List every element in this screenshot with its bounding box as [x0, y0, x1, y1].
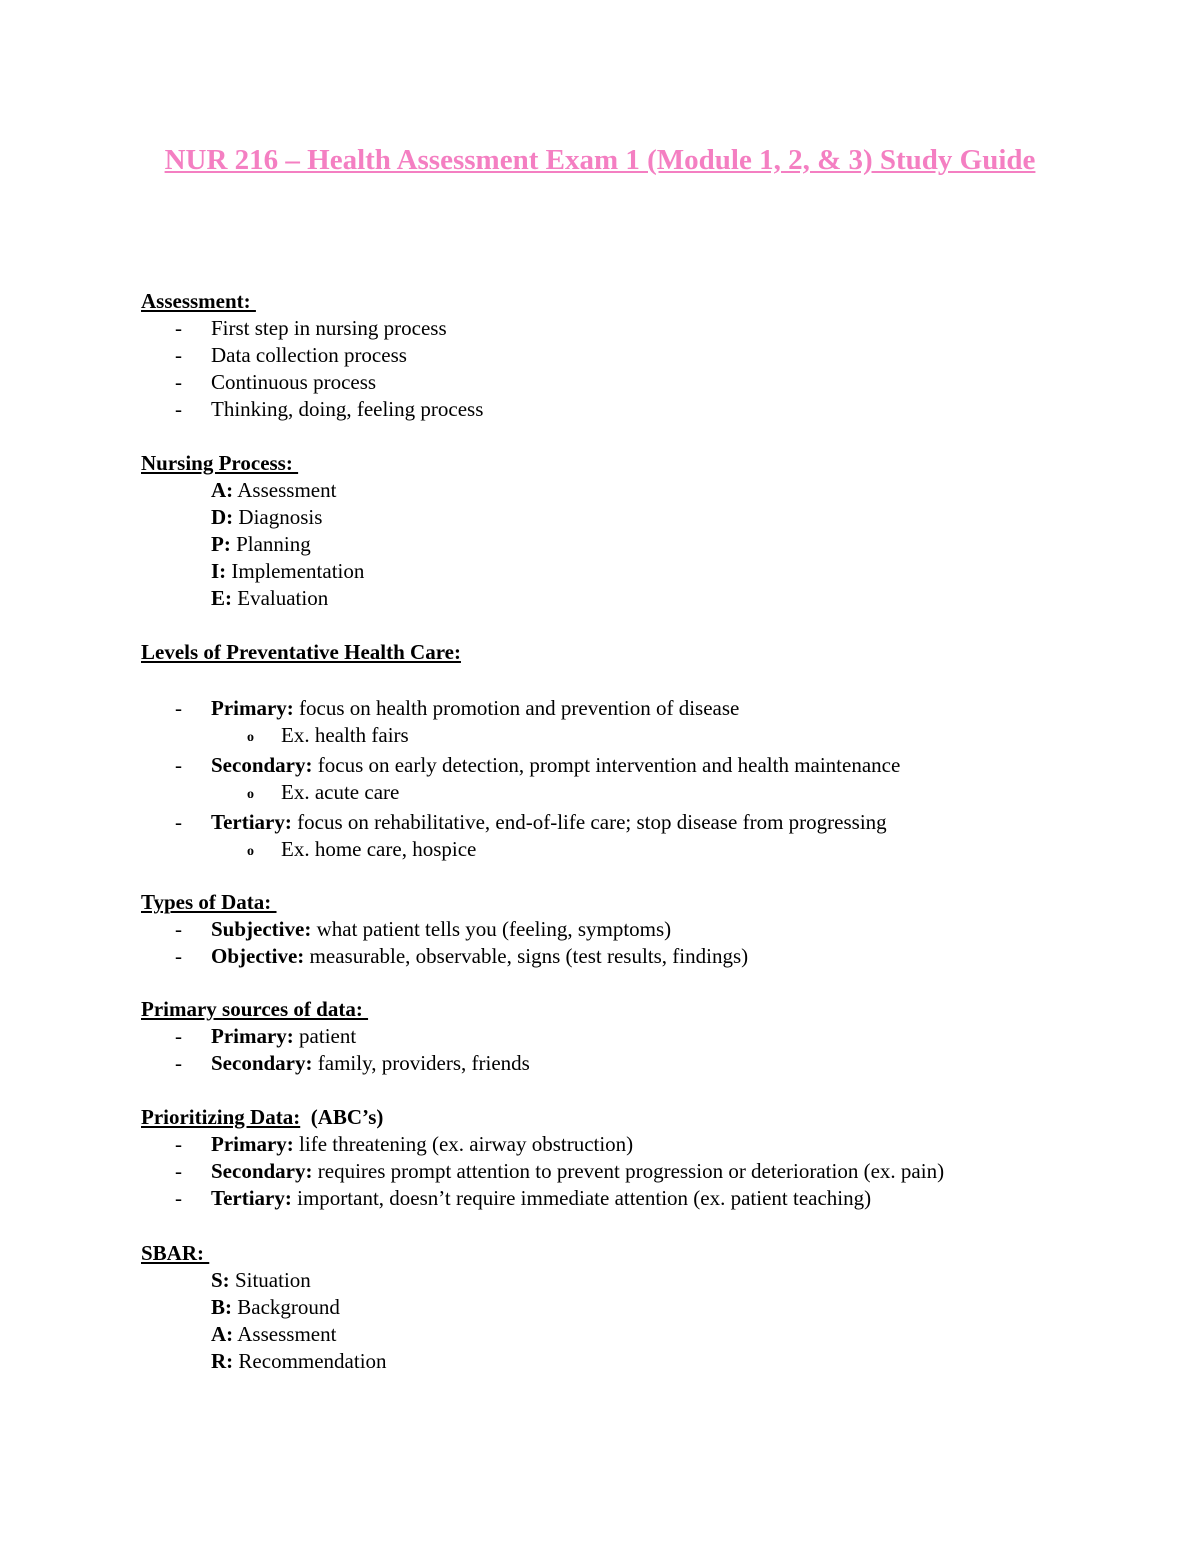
item-value: Diagnosis: [233, 505, 323, 529]
item-value: Implementation: [226, 559, 365, 583]
item-key: A:: [211, 1322, 234, 1346]
dash-icon: -: [175, 316, 182, 340]
list-item: [141, 531, 311, 558]
dash-icon: -: [175, 753, 182, 777]
list-item: [141, 1185, 872, 1212]
section-levels: [141, 639, 901, 863]
list-item-text: [211, 1023, 356, 1050]
list-item-text: [211, 916, 671, 943]
list-item-text: Data collection process: [211, 343, 407, 367]
list-item-text: [211, 585, 328, 612]
item-value: focus on early detection, prompt intervention and health maintenance: [312, 753, 901, 777]
dash-icon: -: [175, 1186, 182, 1210]
item-key: Tertiary:: [211, 1186, 292, 1210]
section-heading: Nursing Process:: [141, 451, 299, 475]
section-sources: [141, 996, 530, 1077]
list-item: [141, 1023, 368, 1050]
list-item: [141, 342, 407, 369]
list-item: [141, 1294, 340, 1321]
list-item: [141, 585, 329, 612]
list-item-text: Continuous process: [211, 370, 377, 394]
list-item-text: [211, 809, 887, 836]
item-key: B:: [211, 1295, 232, 1319]
sub-item-text: Ex. home care, hospice: [281, 837, 477, 861]
section-heading: Assessment:: [141, 289, 256, 313]
list-item: [141, 558, 365, 585]
dash-icon: -: [175, 370, 182, 394]
list-item: [141, 752, 901, 779]
item-key: R:: [211, 1349, 234, 1373]
list-item-text: First step in nursing process: [211, 316, 447, 340]
list-item-text: [211, 504, 322, 531]
item-key: A:: [211, 478, 234, 502]
item-value: patient: [293, 1024, 357, 1048]
section-assessment: [141, 288, 484, 423]
item-key: Secondary:: [211, 1159, 313, 1183]
list-item-text: [211, 1185, 871, 1212]
item-key: E:: [211, 586, 232, 610]
item-key: S:: [211, 1268, 230, 1292]
list-item: [141, 1131, 634, 1158]
list-item-text: Thinking, doing, feeling process: [211, 397, 484, 421]
dash-icon: -: [175, 1159, 182, 1183]
list-item: [141, 315, 447, 342]
list-item-text: [211, 695, 739, 722]
dash-icon: -: [175, 944, 182, 968]
dash-icon: -: [175, 696, 182, 720]
list-item: [141, 369, 377, 396]
circle-bullet-icon: o: [247, 787, 254, 802]
item-value: Planning: [230, 532, 311, 556]
list-item: [141, 396, 484, 423]
section-heading: Types of Data:: [141, 890, 277, 914]
list-item-text: [211, 1050, 530, 1077]
heading-note: (ABC’s): [300, 1105, 384, 1129]
list-item-text: [211, 1267, 311, 1294]
circle-bullet-icon: o: [247, 730, 254, 745]
section-heading: Primary sources of data:: [141, 997, 369, 1021]
item-value: Assessment: [233, 1322, 337, 1346]
item-key: D:: [211, 505, 234, 529]
circle-bullet-icon: o: [247, 844, 254, 859]
dash-icon: -: [175, 1132, 182, 1156]
section-prioritizing: [141, 1104, 945, 1212]
section-heading: Prioritizing Data:: [141, 1105, 301, 1129]
item-value: Assessment: [233, 478, 337, 502]
item-value: focus on health promotion and prevention of disease: [293, 696, 740, 720]
list-item: [141, 809, 887, 836]
item-key: Tertiary:: [211, 810, 292, 834]
sub-item-text: Ex. health fairs: [281, 723, 409, 747]
list-item: [141, 1267, 311, 1294]
item-key: Secondary:: [211, 1051, 313, 1075]
sub-list-item: [141, 722, 461, 749]
dash-icon: -: [175, 810, 182, 834]
list-item-text: [211, 477, 336, 504]
section-heading: Levels of Preventative Health Care:: [141, 640, 461, 664]
dash-icon: -: [175, 1051, 182, 1075]
sub-list-item: [141, 779, 461, 806]
dash-icon: -: [175, 917, 182, 941]
item-key: P:: [211, 532, 231, 556]
list-item: [141, 1321, 337, 1348]
item-value: what patient tells you (feeling, symptoms): [311, 917, 672, 941]
section-heading: SBAR:: [141, 1241, 210, 1265]
page-title: NUR 216 – Health Assessment Exam 1 (Module 1, 2, & 3) Study Guide: [164, 144, 1036, 176]
item-value: Evaluation: [232, 586, 329, 610]
item-key: Primary:: [211, 1024, 294, 1048]
list-item-text: [211, 558, 364, 585]
sub-list-item: [141, 836, 477, 863]
item-key: I:: [211, 559, 227, 583]
list-item-text: [211, 1131, 633, 1158]
list-item: [141, 1050, 530, 1077]
item-value: important, doesn’t require immediate attention (ex. patient teaching): [291, 1186, 872, 1210]
section-sbar: [141, 1240, 387, 1375]
item-key: Primary:: [211, 1132, 294, 1156]
item-value: life threatening (ex. airway obstruction): [293, 1132, 634, 1156]
list-item: [141, 943, 749, 970]
list-item: [141, 1348, 387, 1375]
item-value: family, providers, friends: [312, 1051, 530, 1075]
item-key: Secondary:: [211, 753, 313, 777]
sub-item-text: Ex. acute care: [281, 780, 400, 804]
item-value: measurable, observable, signs (test results, findings): [304, 944, 749, 968]
item-value: requires prompt attention to prevent progression or deterioration (ex. pain): [312, 1159, 945, 1183]
item-value: Recommendation: [233, 1349, 387, 1373]
list-item: [141, 477, 337, 504]
list-item-text: [211, 1348, 387, 1375]
section-nursing-process: [141, 450, 365, 612]
list-item: [141, 695, 740, 722]
section-types-of-data: [141, 889, 749, 970]
item-value: Situation: [229, 1268, 311, 1292]
list-item-text: [211, 531, 311, 558]
list-item-text: [211, 1321, 336, 1348]
dash-icon: -: [175, 1024, 182, 1048]
list-item-text: [211, 752, 900, 779]
dash-icon: -: [175, 397, 182, 421]
list-item: [141, 504, 323, 531]
list-item-text: [211, 1158, 944, 1185]
item-value: Background: [232, 1295, 340, 1319]
dash-icon: -: [175, 343, 182, 367]
list-item-text: [211, 943, 748, 970]
list-item: [141, 916, 672, 943]
item-key: Subjective:: [211, 917, 312, 941]
list-item-text: [211, 1294, 340, 1321]
item-key: Objective:: [211, 944, 305, 968]
item-value: focus on rehabilitative, end-of-life care; stop disease from progressing: [291, 810, 887, 834]
list-item: [141, 1158, 945, 1185]
item-key: Primary:: [211, 696, 294, 720]
